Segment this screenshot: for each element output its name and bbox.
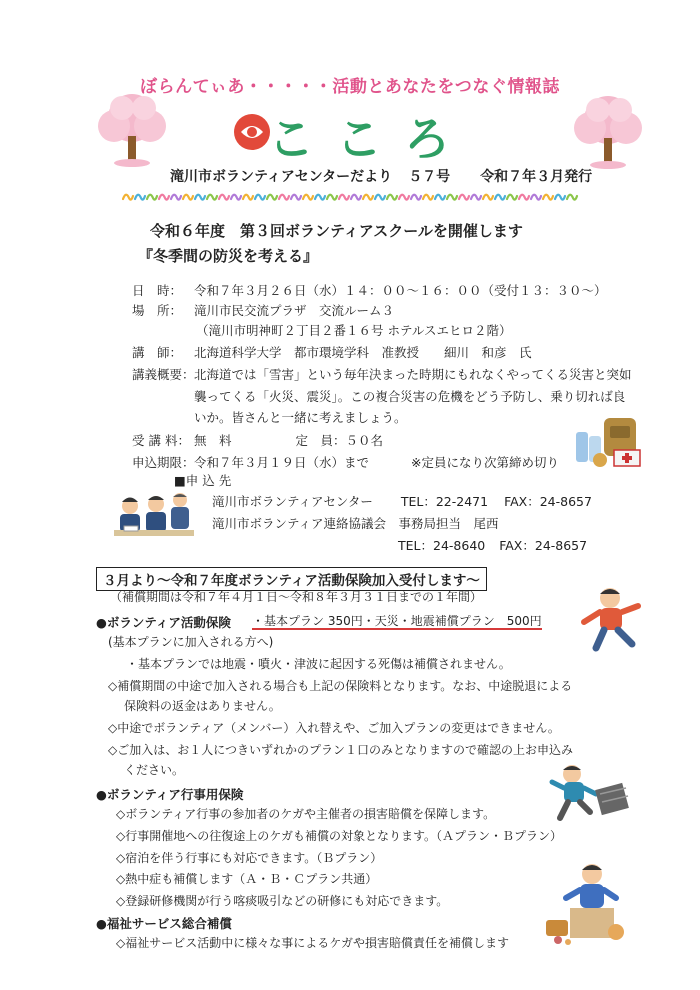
volunteer-staff-icon [112,490,198,546]
fee-row [132,432,383,450]
section1-title: ●ボランティア活動保険 [96,615,231,630]
contact1-row [212,493,592,511]
deadline-value: 令和７年３月１９日（水）まで [194,455,370,470]
fee-label: 受 講 料： [132,433,190,448]
lecturer-row [132,344,532,362]
section1-item: ◇補償期間の中途で加入される場合も上記の保険料となります。なお、中途脱退による [108,679,573,693]
summary-row [132,366,632,384]
place-label: 場 所： [132,303,183,318]
datetime-label: 日 時： [132,283,183,298]
contact1-name: 滝川市ボランティアセンター [212,494,373,509]
section1-item: 保険料の返金はありません。 [124,699,281,713]
summary-label: 講義概要： [132,367,195,382]
place-address: （滝川市明神町２丁目２番１６号 ホテルスエヒロ２階） [196,323,512,338]
contact2-fax: FAX：24-8657 [499,538,588,553]
school-theme: 『冬季間の防災を考える』 [138,247,319,265]
section3-item: ◇福祉サービス活動中に様々な事によるケガや損害賠償責任を補償します [116,936,509,950]
place-value: 滝川市民交流プラザ 交流ルーム３ [194,303,395,318]
tagline: ぼらんてぃあ・・・・・活動とあなたをつなぐ情報誌 [140,77,560,97]
school-headline: 令和６年度 第３回ボランティアスクールを開催します [150,222,523,240]
capacity-label: 定 員： [295,433,346,448]
insurance-headline: ３月より〜令和７年度ボランティア活動保険加入受付します〜 [96,567,487,591]
care-service-person-icon [540,858,630,946]
section2-item: ◇熱中症も補償します（Ａ・Ｂ・Ｃプラン共通） [116,872,378,886]
contact1-fax: FAX：24-8657 [504,494,592,509]
summary-line1: 北海道では「雪害」という毎年決まった時期にもれなくやってくる災害と突如 [194,367,632,382]
subtitle-date: 令和７年３月発行 [480,169,593,185]
section2-item: ◇宿泊を伴う行事にも対応できます。（Ｂプラン） [116,851,383,865]
lecturer-label: 講 師： [132,345,183,360]
section1-item: ◇中途でボランティア（メンバー）入れ替えや、ご加入プランの変更はできません。 [108,721,560,735]
datetime-row [132,282,607,300]
contact2-row [398,537,587,555]
lecturer-value: 北海道科学大学 都市環境学科 准教授 細川 和彦 氏 [194,345,532,360]
subtitle-org: 滝川市ボランティアセンターだより [170,169,393,185]
section3-title: ●福祉サービス総合補償 [96,916,232,931]
deadline-row [132,454,559,472]
insurance-period: （補償期間は令和７年４月１日〜令和８年３月３１日までの１年間） [110,590,483,604]
subtitle-issue: ５７号 [408,169,451,185]
tripping-person-icon [548,760,634,826]
section2-title: ●ボランティア行事用保険 [96,787,244,802]
datetime-value: 令和７年３月２６日（水）１４：００〜１６：００（受付１３：３０〜） [194,283,607,298]
section2-item: ◇行事開催地への往復途上のケガも補償の対象となります。（Ａプラン・Ｂプラン） [116,829,563,843]
section1-item: ください。 [124,763,185,777]
deadline-label: 申込期限： [132,455,195,470]
summary-line3: いか。皆さんと一緒に考えましょう。 [194,410,407,425]
apply-label: ■申 込 先 [174,473,232,488]
capacity-value: ５０名 [345,433,384,448]
summary-line2: 襲ってくる「火災、震災」。この複合災害の危機をどう予防し、乗り切れば良 [194,389,626,404]
deadline-note: ※定員になり次第締め切り [410,455,559,470]
falling-person-icon [578,582,644,654]
contact1-tel: TEL：22-2471 [400,494,489,509]
newsletter-title: こころ [268,112,472,166]
section1-item: ◇ご加入は、お１人につきいずれかのプラン１口のみとなりますので確認の上お申込み [108,743,573,757]
disaster-supplies-icon [574,414,644,470]
section1-item: ・基本プランでは地震・噴火・津波に起因する死傷は補償されません。 [126,657,511,671]
section1-note: (基本プランに加入される方へ) [108,635,274,649]
contact2-tel: TEL：24-8640 [398,538,486,553]
place-row [132,302,394,320]
section1-plans: ・基本プラン 350円・天災・地震補償プラン 500円 [252,614,542,628]
decorative-wave-border [122,189,580,205]
contact2-name: 滝川市ボランティア連絡協議会 事務局担当 尾西 [212,516,499,531]
section2-item: ◇ボランティア行事の参加者のケガや主催者の損害賠償を保障します。 [116,807,496,821]
section1-plans-wrap [252,613,542,630]
newsletter-subtitle [170,166,592,186]
section2-item: ◇登録研修機関が行う喀痰吸引などの研修にも対応できます。 [116,894,449,908]
fee-value: 無 料 [194,433,232,448]
